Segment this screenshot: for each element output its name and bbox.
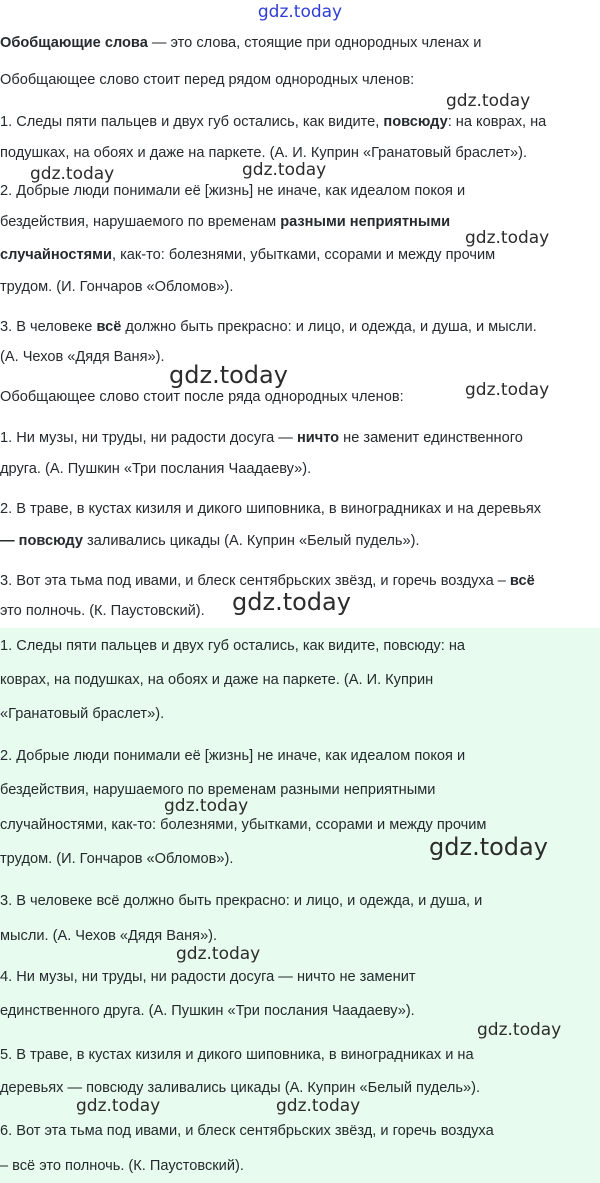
watermark: gdz.today xyxy=(465,380,550,400)
watermark: gdz.today xyxy=(76,1096,161,1116)
example-before-2-line-4: трудом. (И. Гончаров «Обломов»). xyxy=(0,279,234,295)
watermark: gdz.today xyxy=(30,164,115,184)
generalizing-word: всё xyxy=(96,319,122,335)
example-before-2-line-3 xyxy=(0,245,495,265)
text: 1. Ни музы, ни труды, ни радости досуга — xyxy=(0,430,297,446)
generalizing-word: всё xyxy=(509,573,535,589)
watermark: gdz.today xyxy=(176,944,261,964)
example-after-3-line-2: это полночь. (К. Паустовский). xyxy=(0,603,205,619)
answer-6-line-1: 6. Вот эта тьма под ивами, и блеск сентябрьских звёзд, и горечь воздуха xyxy=(0,1123,494,1139)
example-before-3-line-1 xyxy=(0,317,537,337)
before-heading: Обобщающее слово стоит перед рядом однородных членов: xyxy=(0,72,415,88)
text: , как-то: болезнями, убытками, ссорами и между прочим xyxy=(111,247,496,263)
generalizing-word: — повсюду xyxy=(0,533,83,549)
answer-6-line-2: – всё это полночь. (К. Паустовский). xyxy=(0,1158,244,1174)
example-after-1-line-2: друга. (А. Пушкин «Три послания Чаадаеву»). xyxy=(0,461,312,477)
watermark: gdz.today xyxy=(276,1096,361,1116)
answer-3-line-2: мысли. (А. Чехов «Дядя Ваня»). xyxy=(0,928,218,944)
definition-term: Обобщающие слова xyxy=(0,35,148,51)
answer-2-line-3: случайностями, как-то: болезнями, убытками, ссорами и между прочим xyxy=(0,817,487,833)
definition-rest: — это слова, стоящие при однородных членах и xyxy=(147,35,482,51)
after-heading: Обобщающее слово стоит после ряда однородных членов: xyxy=(0,389,404,405)
answer-1-line-1: 1. Следы пяти пальцев и двух губ остались, как видите, повсюду: на xyxy=(0,638,466,654)
answer-1-line-3: «Гранатовый браслет»). xyxy=(0,706,165,722)
watermark: gdz.today xyxy=(164,796,249,816)
generalizing-word: повсюду xyxy=(383,114,448,130)
generalizing-word: ничто xyxy=(296,430,340,446)
example-before-1-line-2: подушках, на обоях и даже на паркете. (А. И. Куприн «Гранатовый браслет»). xyxy=(0,145,528,161)
example-before-1-line-1 xyxy=(0,112,546,132)
watermark: gdz.today xyxy=(465,228,550,248)
text: заливались цикады (А. Куприн «Белый пудель»). xyxy=(82,533,420,549)
text: 1. Следы пяти пальцев и двух губ остались, как видите, xyxy=(0,114,384,130)
example-before-2-line-1: 2. Добрые люди понимали её [жизнь] не иначе, как идеалом покоя и xyxy=(0,183,466,199)
text: 3. Вот эта тьма под ивами, и блеск сентябрьских звёзд, и горечь воздуха – xyxy=(0,573,510,589)
answer-2-line-2: бездействия, нарушаемого по временам разными неприятными xyxy=(0,782,436,798)
watermark: gdz.today xyxy=(429,833,548,861)
text: : на коврах, на xyxy=(447,114,547,130)
generalizing-word: разными неприятными xyxy=(280,214,451,230)
answer-1-line-2: коврах, на подушках, на обоях и даже на паркете. (А. И. Куприн xyxy=(0,672,434,688)
answer-5-line-2: деревьях — повсюду заливались цикады (А. Куприн «Белый пудель»). xyxy=(0,1080,481,1096)
watermark: gdz.today xyxy=(169,361,288,389)
text: бездействия, нарушаемого по временам xyxy=(0,214,281,230)
answer-3-line-1: 3. В человеке всё должно быть прекрасно: и лицо, и одежда, и душа, и xyxy=(0,893,483,909)
watermark: gdz.today xyxy=(232,588,351,616)
example-before-3-line-2: (А. Чехов «Дядя Ваня»). xyxy=(0,349,165,365)
example-after-2-line-1: 2. В траве, в кустах кизиля и дикого шиповника, в виноградниках и на деревьях xyxy=(0,501,542,517)
answer-4-line-1: 4. Ни музы, ни труды, ни радости досуга — ничто не заменит xyxy=(0,969,416,985)
answer-5-line-1: 5. В траве, в кустах кизиля и дикого шиповника, в виноградниках и на xyxy=(0,1047,474,1063)
example-before-2-line-2 xyxy=(0,212,450,232)
watermark: gdz.today xyxy=(477,1020,562,1040)
watermark: gdz.today xyxy=(242,160,327,180)
answer-4-line-2: единственного друга. (А. Пушкин «Три послания Чаадаеву»). xyxy=(0,1003,415,1019)
example-after-1-line-1 xyxy=(0,428,523,448)
answer-2-line-1: 2. Добрые люди понимали её [жизнь] не иначе, как идеалом покоя и xyxy=(0,748,466,764)
text: 3. В человеке xyxy=(0,319,97,335)
example-after-2-line-2 xyxy=(0,531,420,551)
watermark: gdz.today xyxy=(446,91,531,111)
watermark-top: gdz.today xyxy=(257,2,343,22)
definition-line xyxy=(0,33,481,53)
text: не заменит единственного xyxy=(339,430,523,446)
answer-2-line-4: трудом. (И. Гончаров «Обломов»). xyxy=(0,851,234,867)
text: должно быть прекрасно: и лицо, и одежда, и душа, и мысли. xyxy=(121,319,537,335)
generalizing-word: случайностями xyxy=(0,247,112,263)
